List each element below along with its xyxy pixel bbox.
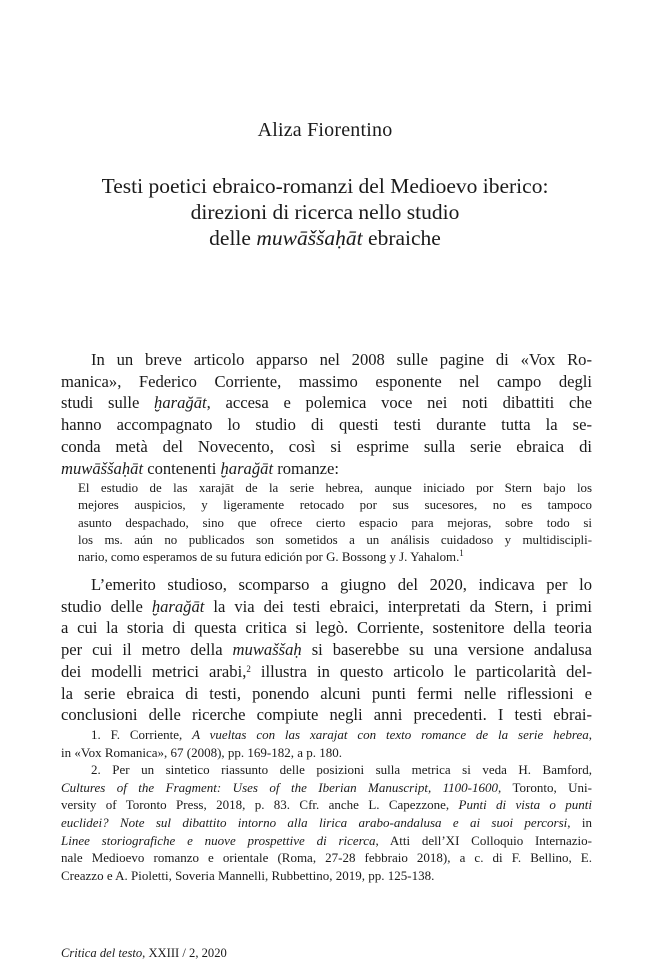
quote-line: los ms. aún no publicados son sometidos a un análisis cuidadoso y multidiscipli- [78, 532, 592, 547]
footnotes [61, 726, 592, 884]
footnote-2-cont: nale Medioevo romanzo e orientale (Roma, 27-28 febbraio 2018), a c. di F. Bellino, E. [61, 850, 592, 866]
footnote-2-cont: Cultures of the Fragment: Uses of the Iberian Manuscript, 1100-1600, Toronto, Uni- [61, 779, 592, 795]
paragraph-2-line: L’emerito studioso, scomparso a giugno del 2020, indicava per lo [91, 575, 592, 594]
paragraph-2-line: la serie ebraica di testi, ponendo alcuni punti fermi nelle riflessioni e [61, 683, 592, 703]
paragraph-1-line: manica», Federico Corriente, massimo esponente nel campo degli [61, 371, 592, 391]
italic-term: ḫarağāt [154, 393, 207, 413]
article-author: Aliza Fiorentino [257, 119, 393, 141]
footnote-ref-1[interactable]: 1 [459, 548, 464, 559]
footnote-2-cont: euclidei? Note sul dibattito intorno alla lirica arabo-andalusa e ai suoi percorsi, in [61, 814, 592, 830]
journal-name: Critica del testo [61, 946, 143, 960]
title-line-3-suffix: ebraiche [368, 226, 441, 250]
italic-term: muwāššaḥāt [61, 458, 144, 478]
quote-line: nario, como esperamos de su futura edición por G. Bossong y J. Yahalom.$^1$ [78, 548, 464, 565]
title-line-1: Testi poetici ebraico-romanzi del Medioevo iberico: [101, 174, 549, 198]
footnote-2-cont: Creazzo e A. Pioletti, Soveria Mannelli, Rubbettino, 2019, pp. 125-138. [61, 867, 435, 883]
footnote-1-cont: in «Vox Romanica», 67 (2008), pp. 169-182, a p. 180. [61, 744, 343, 760]
journal-issue: , XXIII / 2, 2020 [142, 946, 227, 960]
block-quote [78, 480, 592, 566]
title-italic-term: muwāššaḥāt [256, 226, 363, 250]
title-line-2: direzioni di ricerca nello studio [190, 200, 460, 224]
paragraph-1 [61, 349, 592, 479]
paragraph-1-line: In un breve articolo apparso nel 2008 sulle pagine di «Vox Ro- [91, 350, 592, 369]
title-line-3 [40, 225, 610, 251]
paragraph-1-line: muwāššaḥāt contenenti ḫarağāt romanze: [61, 458, 339, 478]
article-title [40, 173, 610, 251]
paragraph-2-line: dei modelli metrici arabi,$^2$ illustra in questo articolo le particolarità del- [61, 661, 592, 681]
quote-line: El estudio de las xarajāt de la serie hebrea, aunque iniciado por Stern bajo los [78, 481, 592, 495]
italic-term: muwaššaḥ [232, 640, 302, 660]
quote-line: mejores auspicios, y ligeramente retocado por sus sucesores, no es tampoco [78, 498, 592, 513]
paragraph-2-line: per cui il metro della muwaššaḥ si baserebbe su una versione andalusa [61, 640, 592, 660]
paragraph-2 [61, 574, 592, 726]
footnote-2-cont: Linee storiografiche e nuove prospettive di ricerca, Atti dell’XI Colloquio Internazio- [61, 832, 592, 848]
title-line-3-prefix: delle [209, 226, 251, 250]
footnote-1: 1. F. Corriente, A vueltas con las xarajat con texto romance de la serie hebrea, [91, 727, 592, 742]
quote-line: asunto despachado, sino que ofrece cierto espacio para mejoras, sobre todo si [78, 515, 592, 530]
footnote-ref-2[interactable]: 2 [246, 663, 251, 674]
italic-term: ḫarağāt [151, 596, 205, 616]
paragraph-2-line: studio delle ḫarağāt la via dei testi ebraici, interpretati da Stern, i primi [61, 596, 592, 616]
italic-term: ḫarağāt [220, 458, 274, 478]
paragraph-1-line: hanno accompagnato lo studio di questi testi durante tutta la se- [61, 415, 592, 435]
footnote-2: 2. Per un sintetico riassunto delle posizioni sulla metrica si veda H. Bamford, [91, 762, 592, 778]
paragraph-2-line: a cui la storia di questa critica si legò. Corriente, sostenitore della teoria [61, 618, 592, 638]
page-footer [61, 946, 227, 961]
footnote-2-cont: versity of Toronto Press, 2018, p. 83. Cfr. anche L. Capezzone, Punti di vista o punti [61, 797, 593, 813]
paragraph-2-line: conclusioni delle ricerche compiute negli anni precedenti. I testi ebrai- [61, 705, 592, 725]
paragraph-1-line: conda metà del Novecento, così si esprime sulla serie ebraica di [61, 436, 592, 456]
paragraph-1-line: studi sulle ḫarağāt, accesa e polemica voce nei noti dibattiti che [61, 393, 592, 413]
